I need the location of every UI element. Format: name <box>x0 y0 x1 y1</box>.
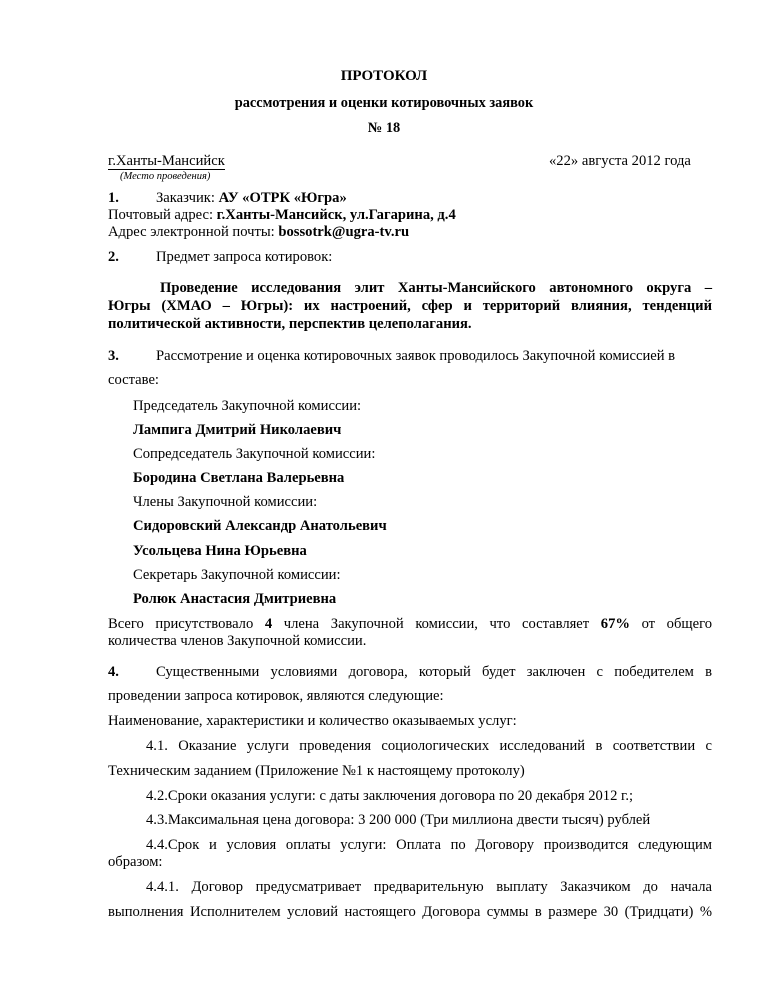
cochair-name: Бородина Светлана Валерьевна <box>133 470 345 486</box>
section-4-number: 4. <box>108 664 119 680</box>
commission-text-line-2: составе: <box>108 372 159 388</box>
chair-label: Председатель Закупочной комиссии: <box>133 398 362 414</box>
item-4-1-line-1: 4.1. Оказание услуги проведения социологических исследований в соответствии с <box>146 738 712 754</box>
attendance-line-1: Всего присутствовало 4 члена Закупочной комиссии, что составляет 67% от общего <box>108 616 713 632</box>
document-title: ПРОТОКОЛ <box>340 68 428 84</box>
chair-name: Лампига Дмитрий Николаевич <box>133 422 342 438</box>
protocol-date: «22» августа 2012 года <box>549 153 691 169</box>
postal-label: Почтовый адрес: <box>108 207 217 223</box>
postal-value: г.Ханты-Мансийск, ул.Гагарина, д.4 <box>216 207 456 223</box>
item-4-4-1-line-1: 4.4.1. Договор предусматривает предварительную выплату Заказчиком до начала <box>146 879 712 895</box>
item-4-1-line-2: Техническим заданием (Приложение №1 к настоящему протоколу) <box>108 763 525 779</box>
section-2-number: 2. <box>108 249 119 265</box>
item-4-4-line-1: 4.4.Срок и условия оплаты услуги: Оплата по Договору производится следующим <box>146 837 712 853</box>
email-line <box>108 224 409 241</box>
members-label: Члены Закупочной комиссии: <box>133 494 318 510</box>
attendance-line-2: количества членов Закупочной комиссии. <box>108 633 367 649</box>
subject-label: Предмет запроса котировок: <box>156 249 333 265</box>
postal-line <box>108 207 456 224</box>
protocol-number: № 18 <box>367 120 401 136</box>
customer-line <box>156 190 347 207</box>
attendance-percent: 67% <box>600 616 630 632</box>
secretary-name: Ролюк Анастасия Дмитриевна <box>133 591 337 607</box>
email-label: Адрес электронной почты: <box>108 224 279 240</box>
item-4-4-line-2: образом: <box>108 854 163 870</box>
place-caption: (Место проведения) <box>120 171 211 182</box>
secretary-label: Секретарь Закупочной комиссии: <box>133 567 341 583</box>
customer-value: АУ «ОТРК «Югра» <box>218 190 347 206</box>
item-4-4-1-line-2: выполнения Исполнителем условий настоящего Договора суммы в размере 30 (Тридцати) % <box>108 904 712 920</box>
customer-label: Заказчик: <box>156 190 219 206</box>
section-1-number: 1. <box>108 190 119 206</box>
subject-line-3: политической активности, перспектив целеполагания. <box>108 316 472 332</box>
email-value: bossotrk@ugra-tv.ru <box>278 224 410 240</box>
subject-line-2: Югры (ХМАО – Югры): их настроений, сфер и территорий влияния, тенденций <box>108 298 712 314</box>
document-subtitle: рассмотрения и оценки котировочных заявок <box>234 95 534 111</box>
commission-text-line-1: Рассмотрение и оценка котировочных заявок проводилось Закупочной комиссией в <box>156 348 676 364</box>
member-name-2: Усольцева Нина Юрьевна <box>133 543 307 559</box>
services-label: Наименование, характеристики и количество оказываемых услуг: <box>108 713 517 729</box>
subject-line-1: Проведение исследования элит Ханты-Мансийского автономного округа – <box>160 280 712 296</box>
attendance-count: 4 <box>264 616 273 632</box>
place-city: г.Ханты-Мансийск <box>108 153 225 169</box>
conditions-text-line-1: Существенными условиями договора, который будет заключен с победителем в <box>156 664 712 680</box>
member-name-1: Сидоровский Александр Анатольевич <box>133 518 387 534</box>
item-4-3: 4.3.Максимальная цена договора: 3 200 000 (Три миллиона двести тысяч) рублей <box>146 812 651 828</box>
cochair-label: Сопредседатель Закупочной комиссии: <box>133 446 376 462</box>
section-3-number: 3. <box>108 348 119 364</box>
conditions-text-line-2: проведении запроса котировок, являются следующие: <box>108 688 444 704</box>
item-4-2: 4.2.Сроки оказания услуги: с даты заключения договора по 20 декабря 2012 г.; <box>146 788 634 804</box>
